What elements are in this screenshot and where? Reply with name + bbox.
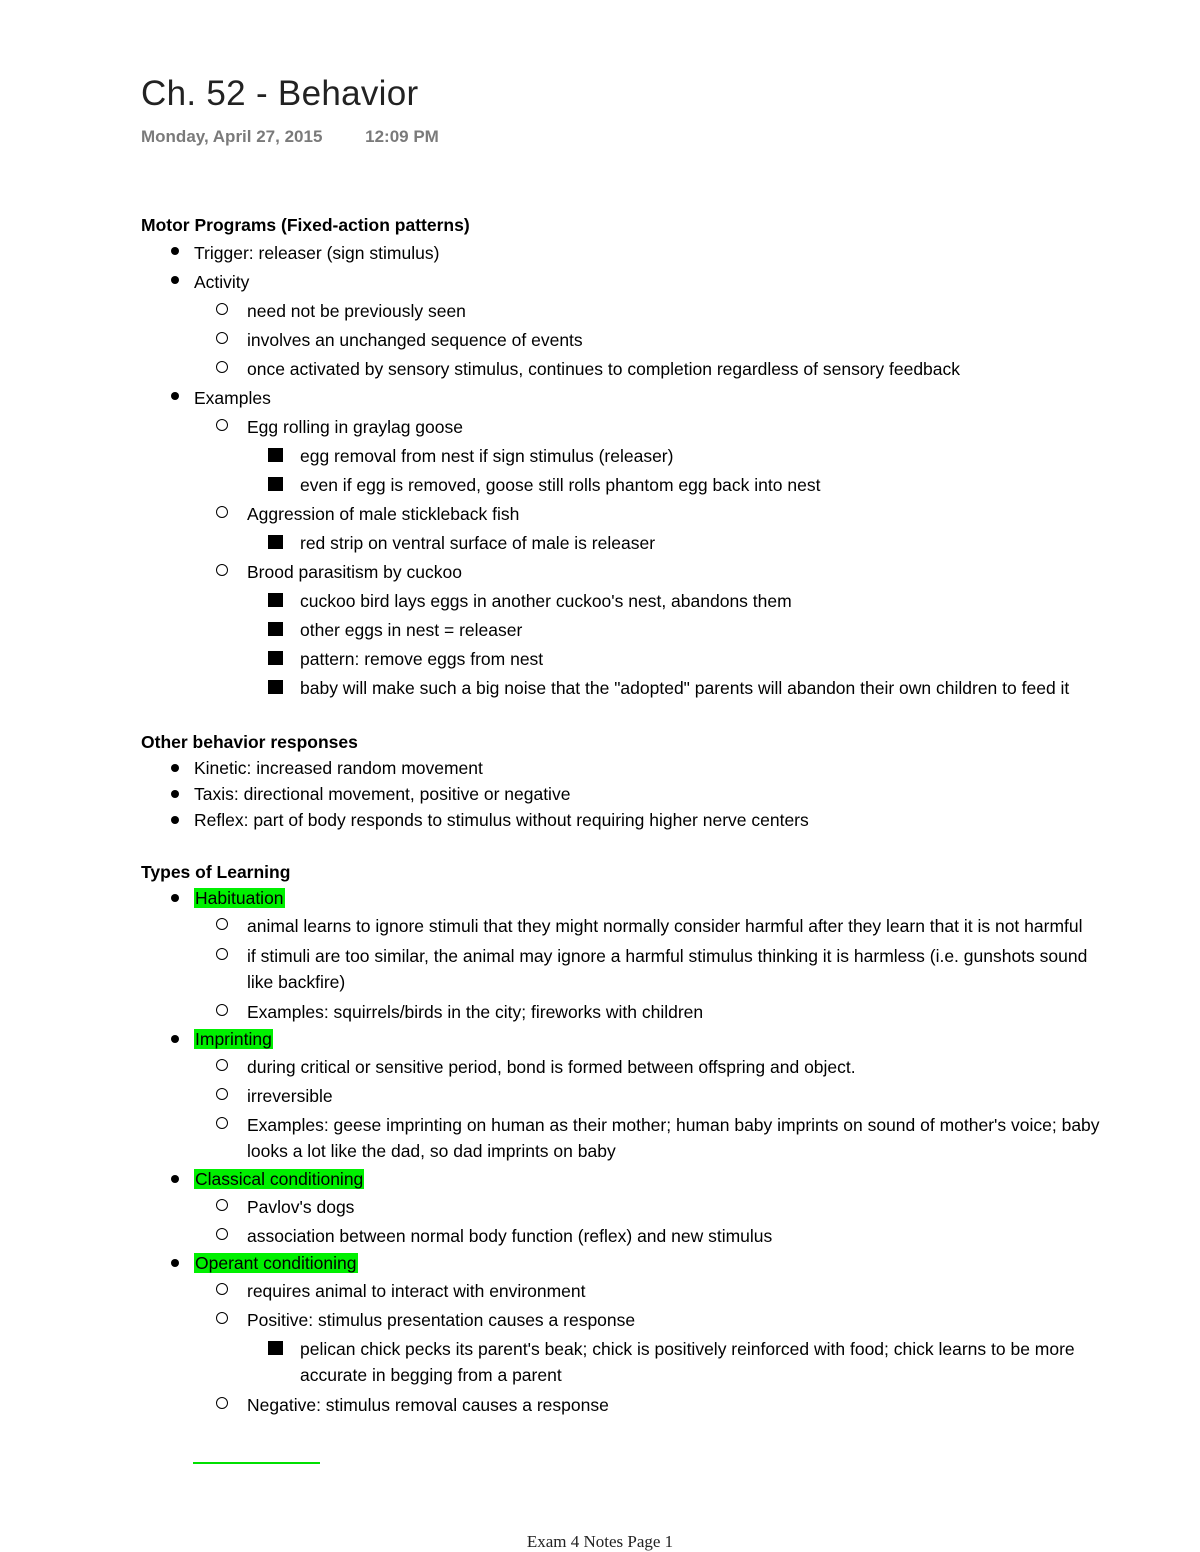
bullet-square — [268, 535, 283, 549]
bullet-circle — [216, 1312, 228, 1324]
list-item: baby will make such a big noise that the "adopted" parents will abandon their own children to feed it — [141, 673, 1101, 703]
page-meta — [141, 127, 439, 147]
list-item: red strip on ventral surface of male is releaser — [141, 528, 1101, 557]
page-date: Monday, April 27, 2015 — [141, 127, 323, 146]
highlighted-term: Habituation — [195, 888, 284, 908]
bullet-circle — [216, 1059, 228, 1071]
list-item: Positive: stimulus presentation causes a response — [141, 1305, 1101, 1334]
list-item: animal learns to ignore stimuli that they might normally consider harmful after they learn that it is not harmful — [141, 911, 1101, 941]
bullet-circle — [216, 564, 228, 576]
list-item: other eggs in nest = releaser — [141, 615, 1101, 644]
bullet-circle — [216, 1397, 228, 1409]
list-item: Examples: squirrels/birds in the city; fireworks with children — [141, 997, 1101, 1026]
section-heading: Types of Learning — [141, 862, 291, 882]
list-item: egg removal from nest if sign stimulus (releaser) — [141, 441, 1101, 470]
bullet-square — [268, 593, 283, 607]
bullet-dot — [171, 764, 179, 772]
section-heading: Motor Programs (Fixed-action patterns) — [141, 215, 470, 235]
bullet-circle — [216, 419, 228, 431]
list-item: association between normal body function (reflex) and new stimulus — [141, 1221, 1101, 1250]
list-item: Examples: geese imprinting on human as their mother; human baby imprints on sound of mother's voice; baby looks a lot like the dad, so dad imprints on baby — [141, 1110, 1101, 1166]
page-time: 12:09 PM — [365, 127, 439, 146]
list-item: requires animal to interact with environment — [141, 1276, 1101, 1305]
section-types-of-learning — [141, 859, 1101, 1419]
bullet-dot — [171, 790, 179, 798]
bullet-circle — [216, 948, 228, 960]
bullet-dot — [171, 1259, 179, 1267]
bullet-circle — [216, 1283, 228, 1295]
list-item: Brood parasitism by cuckoo — [141, 557, 1101, 586]
bullet-circle — [216, 1004, 228, 1016]
list-item — [141, 1026, 1101, 1052]
highlight-underline-mark — [193, 1462, 320, 1464]
bullet-circle — [216, 303, 228, 315]
bullet-square — [268, 651, 283, 665]
list-item: Taxis: directional movement, positive or negative — [141, 781, 1101, 807]
bullet-dot — [171, 1175, 179, 1183]
list-item: pattern: remove eggs from nest — [141, 644, 1101, 673]
bullet-dot — [171, 392, 179, 400]
bullet-square — [268, 622, 283, 636]
list-item: once activated by sensory stimulus, continues to completion regardless of sensory feedback — [141, 354, 1101, 383]
list-item: Egg rolling in graylag goose — [141, 412, 1101, 441]
page-title: Ch. 52 - Behavior — [141, 74, 419, 113]
list-item: Kinetic: increased random movement — [141, 755, 1101, 781]
bullet-circle — [216, 332, 228, 344]
section-other-behavior — [141, 729, 1101, 833]
section-motor-programs — [141, 212, 1101, 703]
list-item: Reflex: part of body responds to stimulus without requiring higher nerve centers — [141, 807, 1101, 833]
list-item: if stimuli are too similar, the animal may ignore a harmful stimulus thinking it is harmless (i.e. gunshots sound like backfire) — [141, 941, 1101, 997]
list-item: Activity — [141, 267, 1101, 296]
highlighted-term: Operant conditioning — [195, 1253, 357, 1273]
bullet-circle — [216, 1088, 228, 1100]
list-item: during critical or sensitive period, bond is formed between offspring and object. — [141, 1052, 1101, 1081]
bullet-circle — [216, 1199, 228, 1211]
bullet-square — [268, 680, 283, 694]
list-item: irreversible — [141, 1081, 1101, 1110]
bullet-dot — [171, 247, 179, 255]
bullet-square — [268, 477, 283, 491]
bullet-circle — [216, 506, 228, 518]
bullet-circle — [216, 918, 228, 930]
section-heading: Other behavior responses — [141, 732, 358, 752]
list-item: pelican chick pecks its parent's beak; chick is positively reinforced with food; chick learns to be more accurate in begging from a parent — [141, 1334, 1101, 1390]
list-item — [141, 1250, 1101, 1276]
list-item: Pavlov's dogs — [141, 1192, 1101, 1221]
bullet-circle — [216, 361, 228, 373]
highlighted-term: Classical conditioning — [195, 1169, 364, 1189]
bullet-dot — [171, 276, 179, 284]
list-item — [141, 1166, 1101, 1192]
list-item: Aggression of male stickleback fish — [141, 499, 1101, 528]
bullet-circle — [216, 1117, 228, 1129]
list-item — [141, 885, 1101, 911]
page-footer: Exam 4 Notes Page 1 — [526, 1532, 674, 1551]
list-item: need not be previously seen — [141, 296, 1101, 325]
note-body — [141, 212, 1101, 1419]
bullet-square — [268, 448, 283, 462]
list-item: involves an unchanged sequence of events — [141, 325, 1101, 354]
highlighted-term: Imprinting — [195, 1029, 272, 1049]
list-item: even if egg is removed, goose still rolls phantom egg back into nest — [141, 470, 1101, 499]
list-item: Examples — [141, 383, 1101, 412]
bullet-square — [268, 1341, 283, 1355]
bullet-dot — [171, 1035, 179, 1043]
list-item: Trigger: releaser (sign stimulus) — [141, 238, 1101, 267]
bullet-dot — [171, 894, 179, 902]
bullet-dot — [171, 816, 179, 824]
list-item: Negative: stimulus removal causes a response — [141, 1390, 1101, 1419]
bullet-circle — [216, 1228, 228, 1240]
list-item: cuckoo bird lays eggs in another cuckoo's nest, abandons them — [141, 586, 1101, 615]
